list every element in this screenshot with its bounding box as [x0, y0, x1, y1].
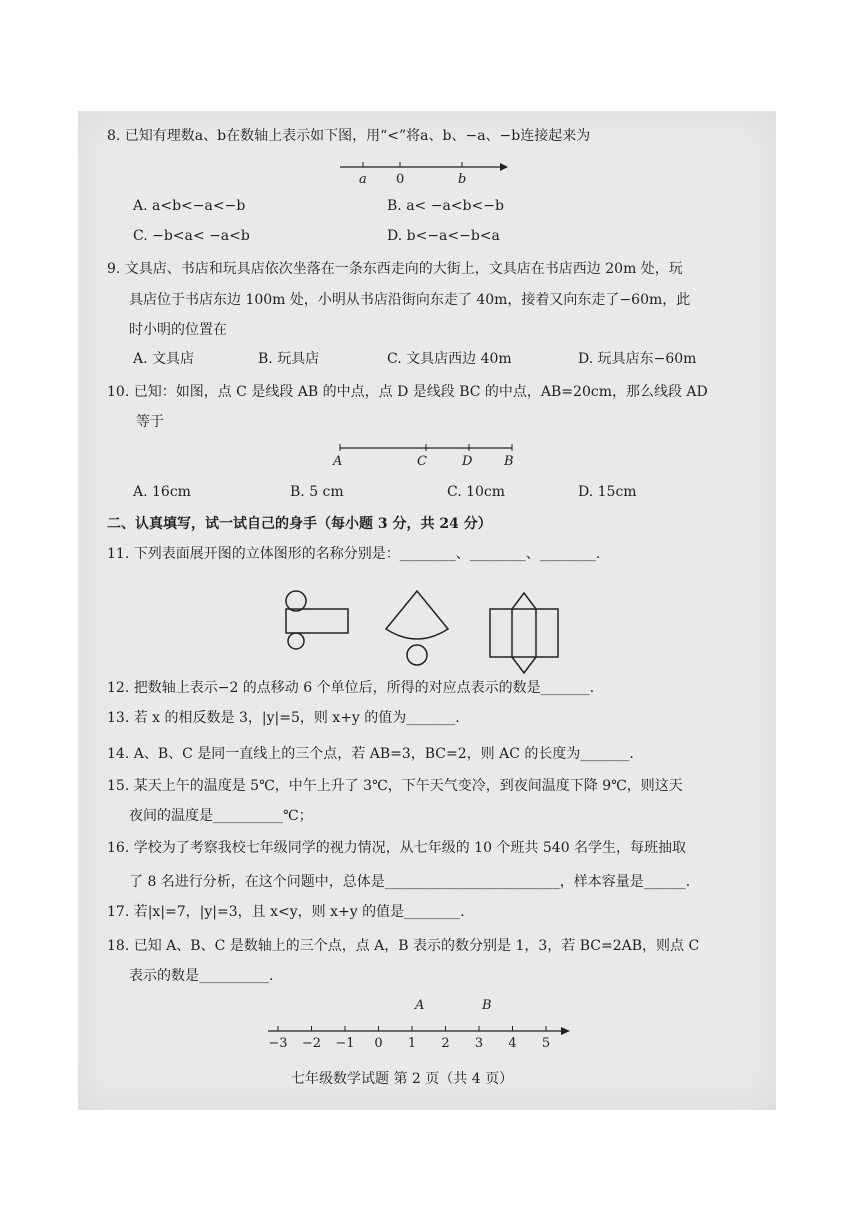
- section-2-heading: 二、认真填写，试一试自己的身手（每小题 3 分，共 24 分）: [107, 516, 492, 532]
- q18-stem-line-1: 18. 已知 A、B、C 是数轴上的三个点，点 A，B 表示的数分别是 1，3，若 BC=2AB，则点 C: [107, 938, 700, 954]
- q10-option-b: B. 5 cm: [290, 484, 344, 500]
- exam-page: [78, 111, 776, 1110]
- cylinder-net: [286, 591, 348, 649]
- page-footer: 七年级数学试题 第 2 页（共 4 页）: [291, 1071, 514, 1087]
- q10-option-a: A. 16cm: [133, 484, 191, 500]
- q18-tick-label: −1: [335, 1036, 355, 1051]
- q11-nets-figure: [278, 589, 568, 669]
- q10-option-c: C. 10cm: [447, 484, 506, 500]
- q18-tick-label: 0: [374, 1036, 383, 1051]
- q18-tick-label: 2: [441, 1036, 450, 1051]
- q9-option-d: D. 玩具店东−60m: [578, 351, 697, 367]
- cone-net: [386, 591, 448, 665]
- q18-tick-label: −3: [268, 1036, 288, 1051]
- q8-label-b: b: [458, 172, 467, 187]
- q8-label-a: a: [359, 172, 367, 187]
- q8-stem: 8. 已知有理数a、b在数轴上表示如下图，用“<”将a、b、−a、−b连接起来为: [107, 128, 591, 144]
- q9-option-a: A. 文具店: [133, 351, 195, 367]
- q10-label-d: D: [462, 454, 473, 469]
- q8-label-0: 0: [396, 172, 405, 187]
- q16-stem-line-1: 16. 学校为了考察我校七年级同学的视力情况，从七年级的 10 个班共 540 名学生，每班抽取: [107, 840, 687, 856]
- q15-stem-line-2: 夜间的温度是__________℃；: [129, 808, 313, 824]
- q9-option-b: B. 玩具店: [258, 351, 320, 367]
- q15-stem-line-1: 15. 某天上午的温度是 5℃，中午上升了 3℃，下午天气变冷，到夜间温度下降 9℃，则这天: [107, 778, 683, 794]
- q8-option-c: C. −b<a< −a<b: [133, 228, 250, 244]
- q18-tick-label: 3: [474, 1036, 484, 1051]
- q18-tick-label: −2: [301, 1036, 322, 1051]
- q10-label-c: C: [417, 454, 427, 469]
- q18-tick-label: 5: [541, 1036, 551, 1051]
- q18-tick-label: 1: [407, 1036, 417, 1051]
- q17-stem: 17. 若|x|=7，|y|=3，且 x<y，则 x+y 的值是________.: [107, 904, 465, 920]
- q18-stem-line-2: 表示的数是__________.: [129, 968, 274, 984]
- q9-stem-line-2: 具店位于书店东边 100m 处，小明从书店沿街向东走了 40m，接着又向东走了−60m，此: [129, 292, 691, 308]
- prism-net: [490, 593, 558, 673]
- q13-stem: 13. 若 x 的相反数是 3，|y|=5，则 x+y 的值为_______.: [107, 710, 460, 726]
- q18-axis-arrow: [561, 1027, 570, 1035]
- q16-stem-line-2: 了 8 名进行分析，在这个问题中，总体是_________________________，样本容量是______.: [129, 874, 691, 890]
- q18-label-b: B: [482, 998, 492, 1013]
- q10-stem-line-1: 10. 已知：如图，点 C 是线段 AB 的中点，点 D 是线段 BC 的中点，AB=20cm，那么线段 AD: [107, 384, 708, 400]
- q9-stem-line-3: 时小明的位置在: [129, 322, 227, 338]
- q11-stem: 11. 下列表面展开图的立体图形的名称分别是：________、________、________.: [107, 546, 601, 562]
- q10-label-a: A: [333, 454, 343, 469]
- q8-option-a: A. a<b<−a<−b: [133, 198, 246, 214]
- q10-label-b: B: [504, 454, 514, 469]
- q12-stem: 12. 把数轴上表示−2 的点移动 6 个单位后，所得的对应点表示的数是_______.: [107, 680, 595, 696]
- q10-stem-line-2: 等于: [136, 414, 164, 430]
- q8-option-b: B. a< −a<b<−b: [387, 198, 504, 214]
- q9-stem-line-1: 9. 文具店、书店和玩具店依次坐落在一条东西走向的大街上，文具店在书店西边 20m 处，玩: [107, 261, 683, 277]
- q9-option-c: C. 文具店西边 40m: [387, 351, 512, 367]
- q10-option-d: D. 15cm: [578, 484, 637, 500]
- q14-stem: 14. A、B、C 是同一直线上的三个点，若 AB=3，BC=2，则 AC 的长度为_______.: [107, 746, 634, 762]
- q8-option-d: D. b<−a<−b<a: [387, 228, 500, 244]
- q18-label-a: A: [415, 998, 425, 1013]
- q18-number-line: [268, 1006, 573, 1056]
- q18-tick-label: 4: [508, 1036, 517, 1051]
